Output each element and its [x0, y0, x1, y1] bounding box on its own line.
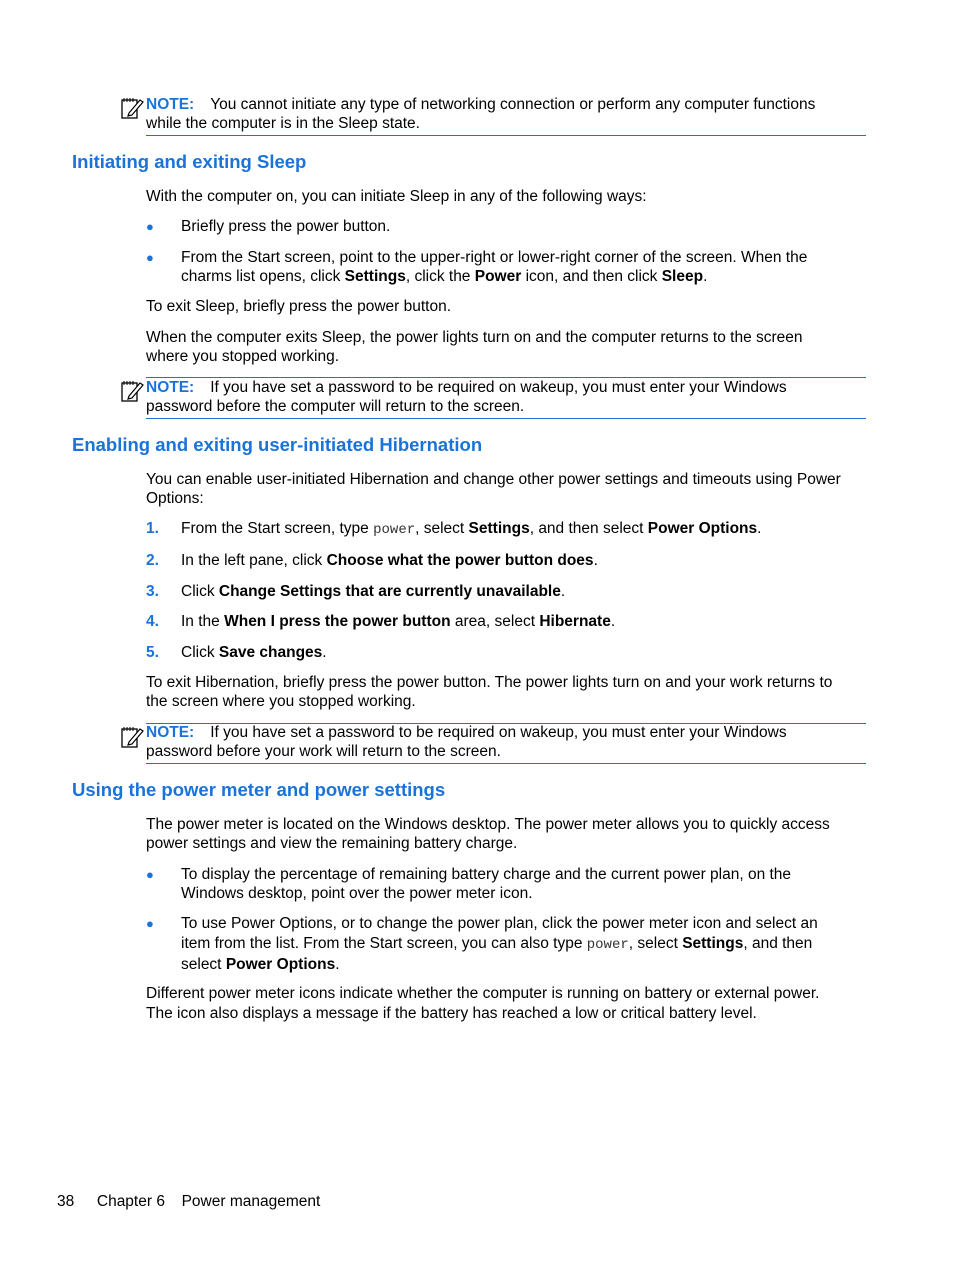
paragraph: Options: — [146, 490, 204, 507]
bullet-item: To display the percentage of remaining battery charge and the current power plan, on the — [181, 866, 792, 883]
note-label: NOTE: — [146, 724, 195, 741]
step-number: 1. — [146, 520, 159, 537]
paragraph: With the computer on, you can initiate Sleep in any of the following ways: — [146, 188, 647, 205]
paragraph: When the computer exits Sleep, the power lights turn on and the computer returns to the screen — [146, 329, 803, 346]
paragraph: To exit Sleep, briefly press the power button. — [146, 298, 451, 315]
page-number: 38 — [57, 1193, 75, 1210]
note-pencil-icon — [120, 96, 144, 120]
note-bottom-rule — [146, 418, 866, 419]
bullet-item-continued: item from the list. From the Start screen, you can also type power, select Settings, and then — [181, 935, 813, 953]
bullet-item: Briefly press the power button. — [181, 218, 391, 235]
note-bottom-rule — [146, 135, 866, 136]
note-pencil-icon — [120, 725, 144, 749]
bullet-item-continued: charms list opens, click Settings, click the Power icon, and then click Sleep. — [181, 268, 708, 285]
section-heading: Using the power meter and power settings — [72, 779, 446, 800]
note-pencil-icon — [120, 379, 144, 403]
note-text-line: NOTE: If you have set a password to be required on wakeup, you must enter your Windows — [146, 379, 787, 396]
note-text-line: password before the computer will return to the screen. — [146, 398, 525, 415]
step-item: In the left pane, click Choose what the power button does. — [181, 552, 598, 569]
paragraph: To exit Hibernation, briefly press the power button. The power lights turn on and your work returns to — [146, 674, 833, 691]
step-number: 3. — [146, 583, 159, 600]
section-heading: Initiating and exiting Sleep — [72, 151, 307, 172]
bullet-item-continued: Windows desktop, point over the power meter icon. — [181, 885, 533, 902]
bullet-marker: ● — [146, 250, 154, 265]
bullet-marker: ● — [146, 867, 154, 882]
bullet-item: From the Start screen, point to the upper-right or lower-right corner of the screen. When the — [181, 249, 808, 266]
note-label: NOTE: — [146, 379, 195, 396]
paragraph: the screen where you stopped working. — [146, 693, 416, 710]
note-text-line: password before your work will return to the screen. — [146, 743, 501, 760]
step-number: 4. — [146, 613, 159, 630]
chapter-title: Power management — [181, 1193, 321, 1210]
step-number: 2. — [146, 552, 159, 569]
note-text-line: NOTE: You cannot initiate any type of networking connection or perform any computer functions — [146, 96, 816, 113]
paragraph: power settings and view the remaining battery charge. — [146, 835, 518, 852]
note-label: NOTE: — [146, 96, 195, 113]
bullet-marker: ● — [146, 916, 154, 931]
step-number: 5. — [146, 644, 159, 661]
paragraph: The power meter is located on the Windows desktop. The power meter allows you to quickly access — [146, 816, 830, 833]
bullet-item: To use Power Options, or to change the power plan, click the power meter icon and select an — [181, 915, 818, 932]
paragraph: Different power meter icons indicate whether the computer is running on battery or external power. — [146, 985, 820, 1002]
step-item: Click Save changes. — [181, 644, 327, 661]
paragraph: The icon also displays a message if the battery has reached a low or critical battery level. — [146, 1005, 757, 1022]
paragraph: You can enable user-initiated Hibernation and change other power settings and timeouts using Power — [146, 471, 841, 488]
paragraph: where you stopped working. — [146, 348, 340, 365]
step-item: From the Start screen, type power, select Settings, and then select Power Options. — [181, 520, 762, 538]
bullet-item-continued: select Power Options. — [181, 956, 340, 973]
bullet-marker: ● — [146, 219, 154, 234]
note-bottom-rule — [146, 763, 866, 764]
step-item: Click Change Settings that are currently unavailable. — [181, 583, 566, 600]
chapter-label: Chapter 6 — [96, 1193, 165, 1210]
page-footer — [57, 1192, 320, 1211]
note-text-line: while the computer is in the Sleep state. — [146, 115, 420, 132]
note-text-line: NOTE: If you have set a password to be required on wakeup, you must enter your Windows — [146, 724, 787, 741]
section-heading: Enabling and exiting user-initiated Hibernation — [72, 434, 483, 455]
step-item: In the When I press the power button area, select Hibernate. — [181, 613, 616, 630]
